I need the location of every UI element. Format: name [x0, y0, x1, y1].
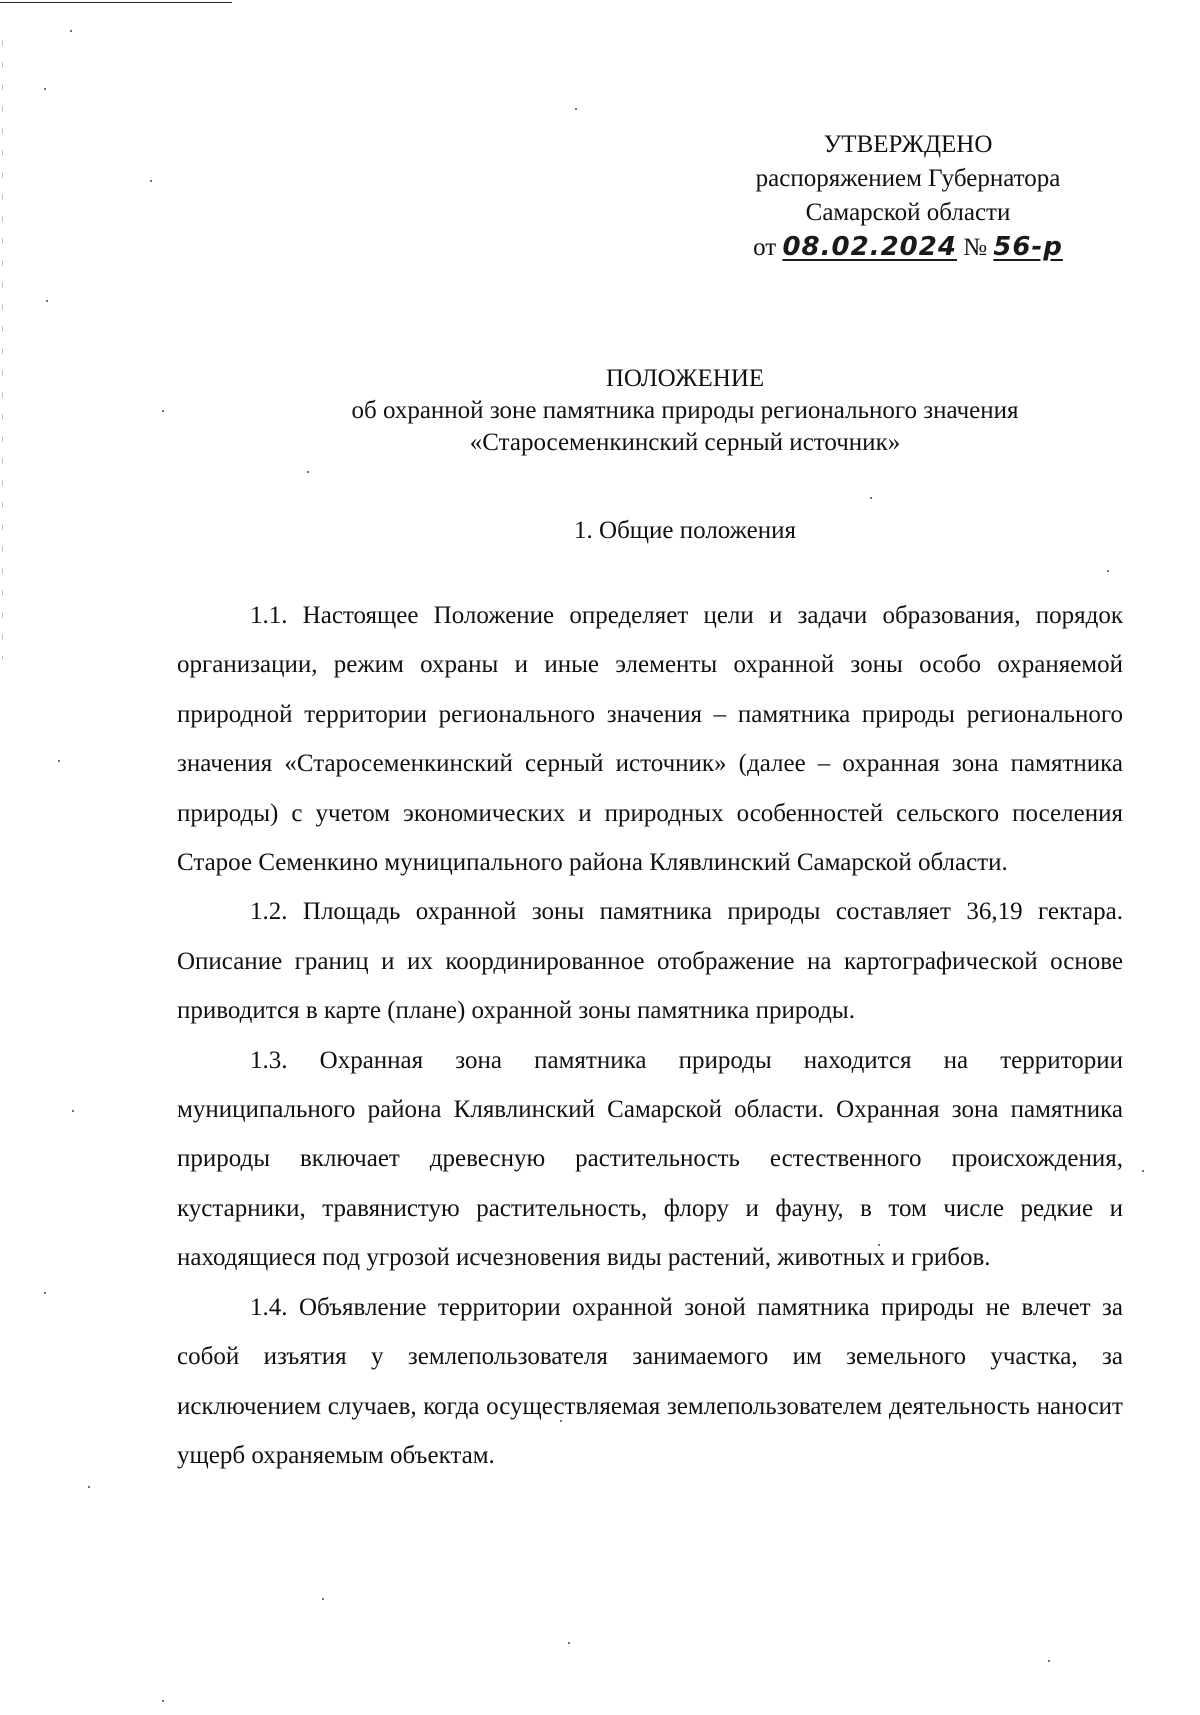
paragraph-1-2: 1.2. Площадь охранной зоны памятника природы составляет 36,19 гектара. Описание границ и их координированное отображение на картографической основе приводится в карте (плане) охранной зоны памятника природы. — [177, 898, 1123, 1025]
approval-date-number — [718, 230, 1098, 268]
section-heading: 1. Общие положения — [574, 517, 796, 544]
scan-speck — [150, 180, 152, 182]
approval-authority: распоряжением Губернатора — [755, 165, 1061, 192]
scan-speck — [568, 1642, 570, 1644]
scan-speck — [70, 30, 72, 32]
scan-speck — [72, 1110, 74, 1112]
scan-speck — [46, 300, 48, 302]
date-prefix: от — [753, 234, 777, 261]
paragraph-1-4: 1.4. Объявление территории охранной зоной памятника природы не влечет за собой изъятия у землепользователя занимаемого им земельного участка, за исключением случаев, когда осуществляемая землепользователем деятельность наносит ущерб охраняемым объектам. — [177, 1293, 1123, 1469]
handwritten-number: 56-р — [993, 232, 1063, 262]
approval-status: УТВЕРЖДЕНО — [823, 131, 993, 158]
handwritten-date: 08.02.2024 — [782, 232, 957, 262]
paragraph-1-1: 1.1. Настоящее Положение определяет цели и задачи образования, порядок организации, режим охраны и иные элементы охранной зоны особо охраняемой природной территории регионального значения – памятника природы регионального значения «Старосеменкинский серный источник» (далее – охранная зона памятника природы) с учетом экономических и природных особенностей сельского поселения Старое Семенкино муниципального района Клявлинский Самарской области. — [177, 602, 1123, 877]
scan-speck — [1048, 1660, 1050, 1662]
scan-speck — [58, 760, 60, 762]
scan-speck — [162, 1700, 164, 1702]
scan-edge-artifact — [2, 40, 3, 660]
scan-speck — [44, 88, 46, 90]
scan-speck — [575, 108, 577, 110]
title-main: ПОЛОЖЕНИЕ — [605, 365, 765, 392]
scan-speck — [870, 497, 872, 499]
approval-block — [718, 128, 1098, 268]
number-prefix: № — [963, 234, 988, 261]
title-subtitle-2: «Старосеменкинский серный источник» — [469, 429, 901, 456]
scan-speck — [44, 1292, 46, 1294]
scan-speck — [1142, 1170, 1144, 1172]
scan-speck — [1107, 570, 1109, 572]
document-body — [177, 591, 1123, 1480]
scan-speck — [88, 1486, 90, 1488]
approval-region: Самарской области — [805, 199, 1011, 226]
document-title — [160, 363, 1200, 459]
title-subtitle-1: об охранной зоне памятника природы регионального значения — [351, 397, 1019, 424]
scan-speck — [307, 471, 309, 473]
scan-border-line — [0, 2, 232, 3]
scan-speck — [322, 1598, 324, 1600]
paragraph-1-3: 1.3. Охранная зона памятника природы находится на территории муниципального района Клявлинский Самарской области. Охранная зона памятника природы включает древесную растительность естественного происхождения, кустарники, травянистую растительность, флору и фауну, в том числе редкие и находящиеся под угрозой исчезновения виды растений, животных и грибов. — [177, 1046, 1123, 1272]
